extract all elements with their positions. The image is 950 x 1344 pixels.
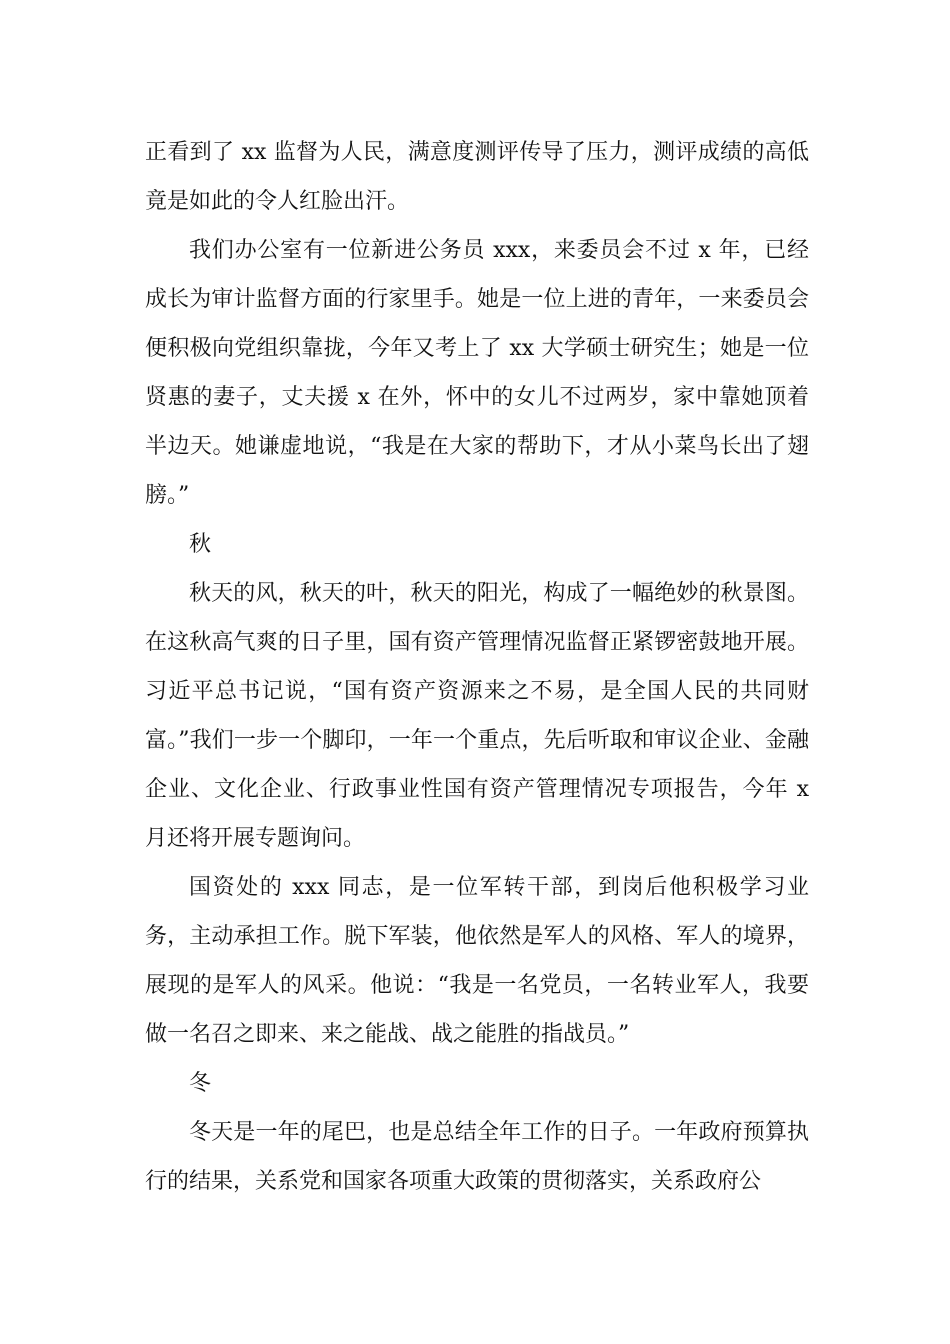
section-heading-winter: 冬 bbox=[189, 1071, 212, 1096]
paragraph-5: 冬天是一年的尾巴，也是总结全年工作的日子。一年政府预算执行的结果，关系党和国家各项重大政策的贯彻落实，关系政府公 bbox=[145, 1120, 809, 1194]
section-heading-autumn: 秋 bbox=[189, 532, 212, 557]
paragraph-2: 我们办公室有一位新进公务员 xxx，来委员会不过 x 年，已经成长为审计监督方面的行家里手。她是一位上进的青年，一来委员会便积极向党组织靠拢，今年又考上了 xx 大学硕士研究生；她是一位贤惠的妻子，丈夫援 x 在外，怀中的女儿不过两岁，家中靠她顶着半边天。她谦虚地说，“我是在大家的帮助下，才从小菜鸟长出了翅膀。” bbox=[145, 238, 809, 508]
paragraph-4: 国资处的 xxx 同志，是一位军转干部，到岗后他积极学习业务，主动承担工作。脱下军装，他依然是军人的风格、军人的境界，展现的是军人的风采。他说：“我是一名党员，一名转业军人，我要做一名召之即来、来之能战、战之能胜的指战员。” bbox=[145, 875, 809, 1047]
paragraph-3: 秋天的风，秋天的叶，秋天的阳光，构成了一幅绝妙的秋景图。在这秋高气爽的日子里，国有资产管理情况监督正紧锣密鼓地开展。习近平总书记说，“国有资产资源来之不易，是全国人民的共同财富。”我们一步一个脚印，一年一个重点，先后听取和审议企业、金融企业、文化企业、行政事业性国有资产管理情况专项报告，今年 x 月还将开展专题询问。 bbox=[145, 581, 809, 851]
document-body bbox=[145, 128, 809, 1206]
paragraph-1: 正看到了 xx 监督为人民，满意度测评传导了压力，测评成绩的高低竟是如此的令人红脸出汗。 bbox=[145, 140, 809, 214]
